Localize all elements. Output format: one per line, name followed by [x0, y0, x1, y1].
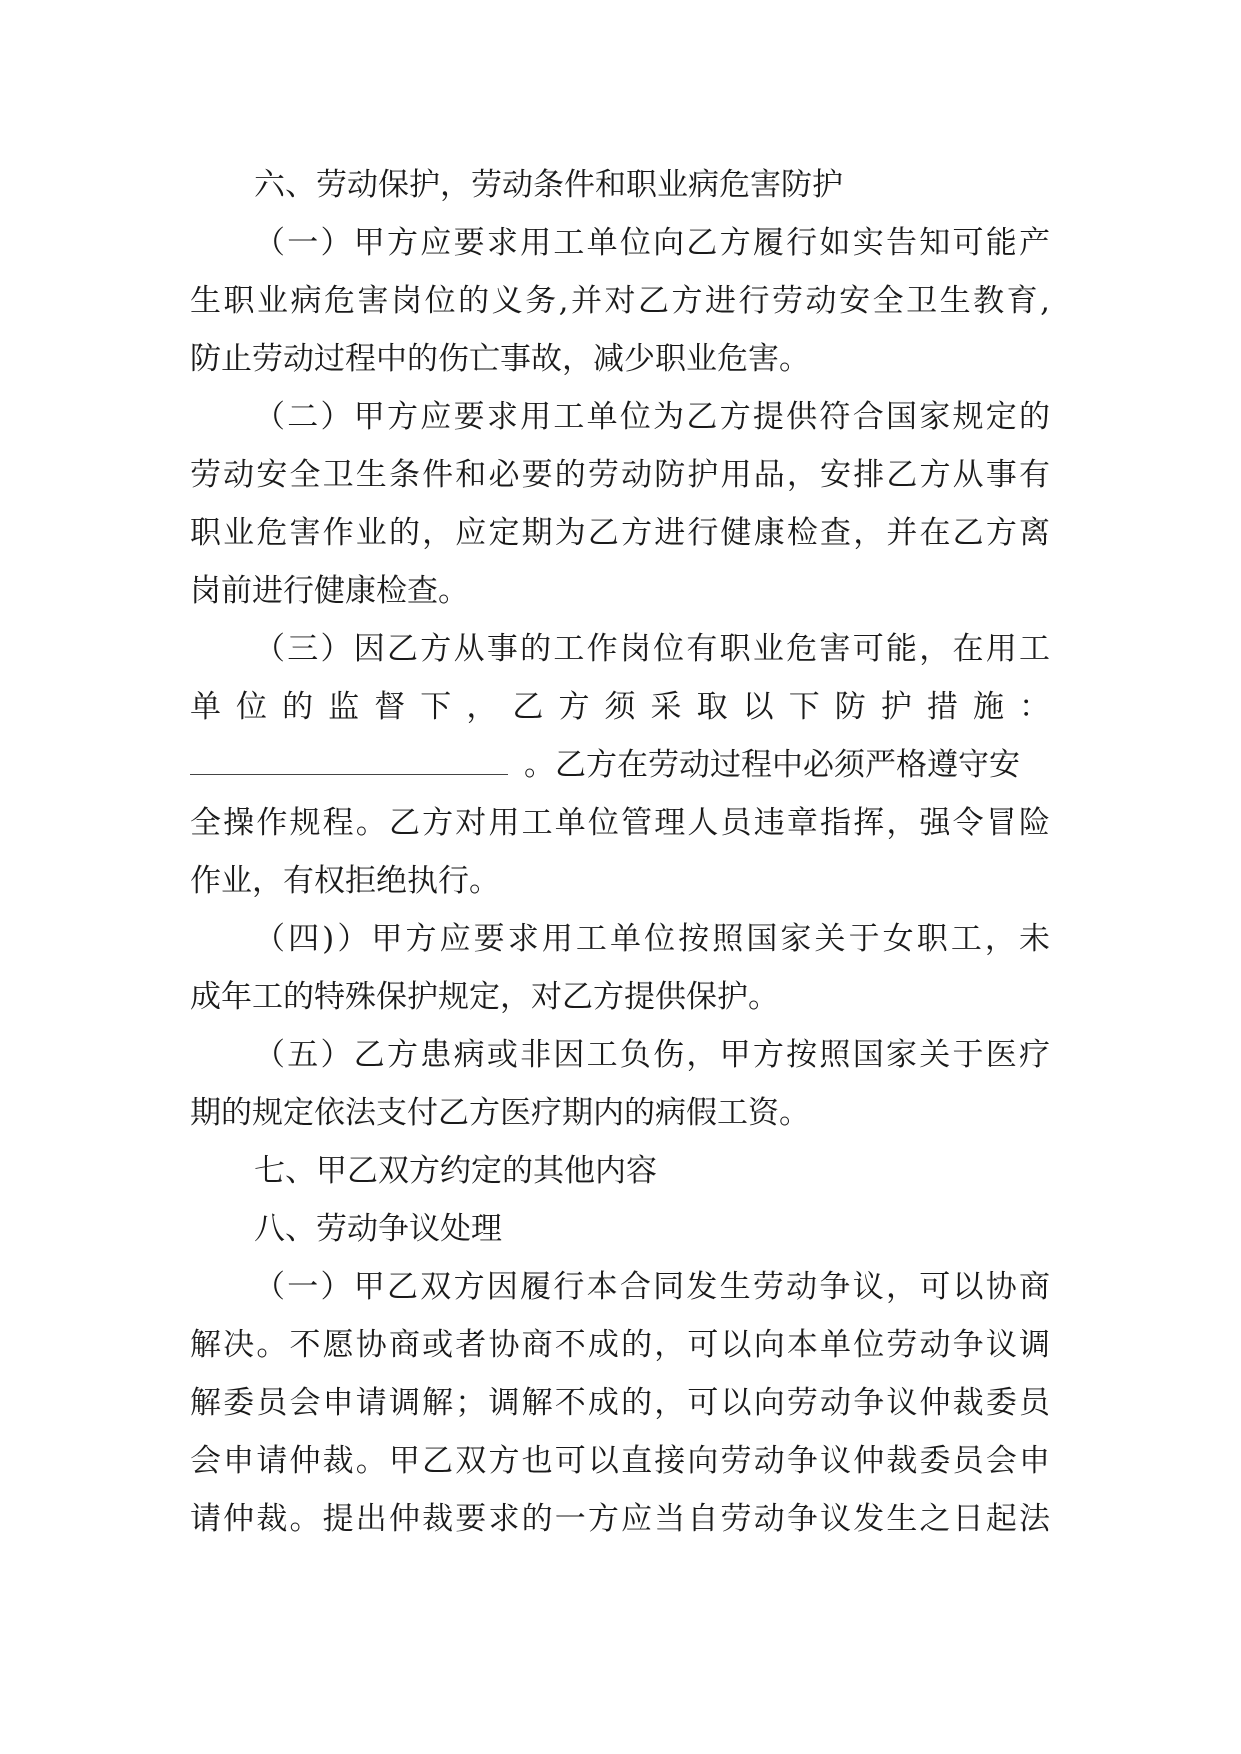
paragraph-line: 解决。不愿协商或者协商不成的，可以向本单位劳动争议调	[190, 1327, 1050, 1363]
paragraph-line: 劳动安全卫生条件和必要的劳动防护用品，安排乙方从事有	[190, 457, 1050, 493]
paragraph-line: 职业危害作业的，应定期为乙方进行健康检查，并在乙方离	[190, 515, 1050, 551]
paragraph-line: 成年工的特殊保护规定，对乙方提供保护。	[190, 979, 779, 1015]
section-heading-6: 六、劳动保护，劳动条件和职业病危害防护	[254, 167, 843, 203]
paragraph-line: 解委员会申请调解；调解不成的，可以向劳动争议仲裁委员	[190, 1385, 1050, 1421]
paragraph-line: （二）甲方应要求用工单位为乙方提供符合国家规定的	[254, 399, 1050, 435]
paragraph-line: （四)）甲方应要求用工单位按照国家关于女职工，未	[254, 921, 1050, 957]
section-heading-8: 八、劳动争议处理	[254, 1211, 502, 1247]
paragraph-line: （一）甲乙双方因履行本合同发生劳动争议，可以协商	[254, 1269, 1050, 1305]
paragraph-line: 期的规定依法支付乙方医疗期内的病假工资。	[190, 1095, 810, 1131]
paragraph-text: 。乙方在劳动过程中必须严格遵守安	[524, 747, 1020, 783]
paragraph-line: 会申请仲裁。甲乙双方也可以直接向劳动争议仲裁委员会申	[190, 1443, 1050, 1479]
paragraph-line: 岗前进行健康检查。	[190, 573, 469, 609]
paragraph-line: 生职业病危害岗位的义务,并对乙方进行劳动安全卫生教育,	[190, 283, 1050, 319]
paragraph-line: 单位的监督下，乙方须采取以下防护措施：	[190, 689, 1050, 725]
fill-in-line	[190, 743, 1050, 787]
paragraph-line: （一）甲方应要求用工单位向乙方履行如实告知可能产	[254, 225, 1050, 261]
paragraph-line: 防止劳动过程中的伤亡事故，减少职业危害。	[190, 341, 810, 377]
paragraph-line: （五）乙方患病或非因工负伤，甲方按照国家关于医疗	[254, 1037, 1050, 1073]
blank-field	[190, 748, 508, 775]
section-heading-7: 七、甲乙双方约定的其他内容	[254, 1153, 657, 1189]
paragraph-line: 请仲裁。提出仲裁要求的一方应当自劳动争议发生之日起法	[190, 1501, 1050, 1537]
paragraph-line: 作业，有权拒绝执行。	[190, 863, 500, 899]
paragraph-line: （三）因乙方从事的工作岗位有职业危害可能，在用工	[254, 631, 1050, 667]
paragraph-line: 全操作规程。乙方对用工单位管理人员违章指挥，强令冒险	[190, 805, 1050, 841]
